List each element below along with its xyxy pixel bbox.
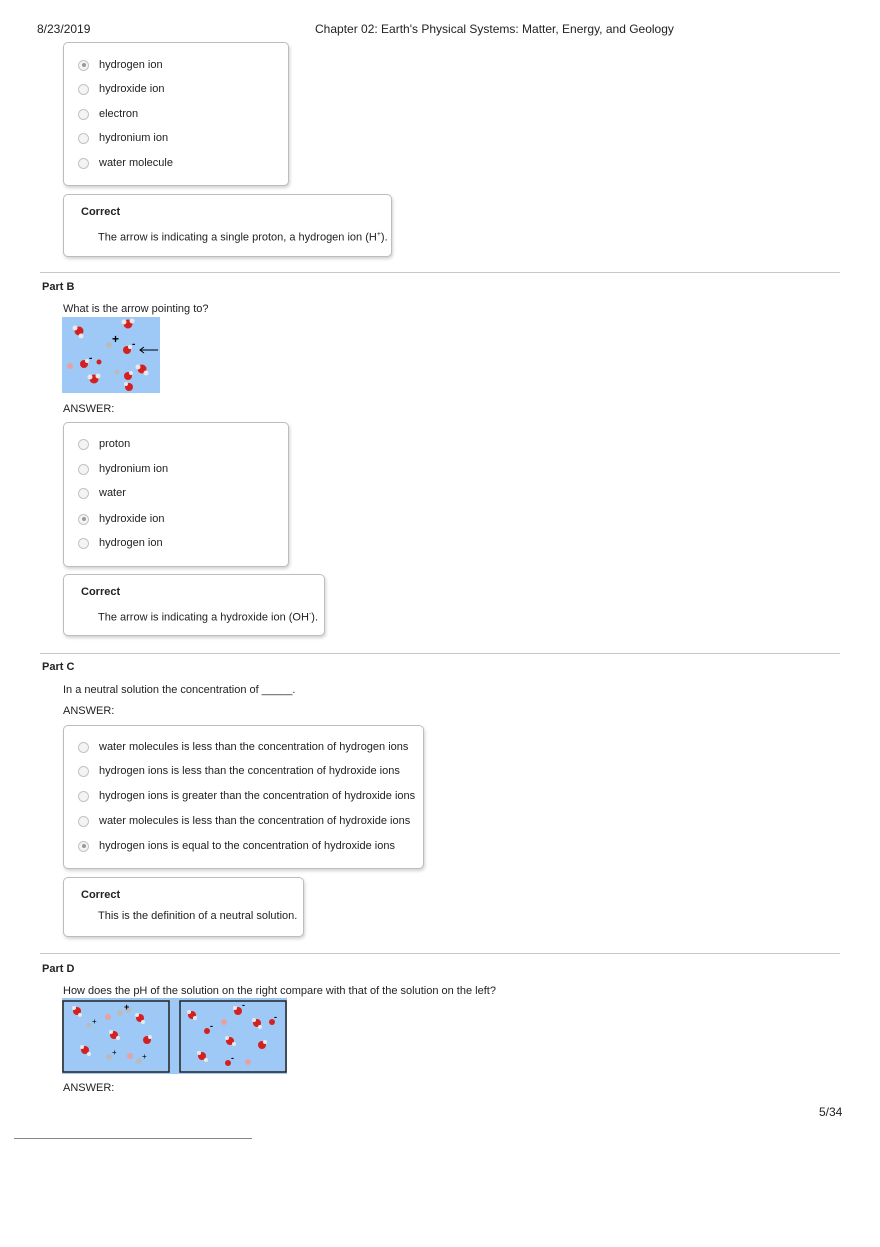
part-c-question: In a neutral solution the concentration of _____.	[63, 684, 296, 696]
option-label: hydrogen ion	[99, 59, 163, 71]
part-b-question: What is the arrow pointing to?	[63, 303, 209, 315]
part-c-answer-box	[63, 725, 424, 869]
part-b-option[interactable]	[78, 436, 130, 452]
option-label: hydrogen ions is equal to the concentration of hydroxide ions	[99, 840, 395, 852]
part-c-answer-label: ANSWER:	[63, 705, 115, 717]
feedback-text: The arrow is indicating a single proton, a hydrogen ion (H+).	[98, 231, 388, 244]
print-date: 8/23/2019	[37, 22, 91, 36]
radio-button[interactable]	[78, 538, 89, 549]
part-c-option[interactable]	[78, 813, 410, 829]
section-divider	[40, 953, 840, 954]
option-label: hydronium ion	[99, 132, 169, 144]
radio-button[interactable]	[78, 488, 89, 499]
radio-button[interactable]	[78, 841, 89, 852]
part-b-answer-box	[63, 422, 289, 567]
part-a-option[interactable]	[78, 155, 173, 171]
option-label: water	[99, 487, 126, 499]
svg-text:-: -	[231, 1053, 234, 1063]
part-a-feedback	[63, 194, 392, 257]
svg-text:-: -	[132, 339, 136, 350]
page-number: 5/34	[819, 1105, 843, 1119]
part-b-answer-label: ANSWER:	[63, 403, 115, 415]
option-label: water molecule	[99, 157, 173, 169]
part-b-option[interactable]	[78, 485, 126, 501]
part-a-option[interactable]	[78, 57, 163, 73]
left-solution	[72, 1002, 152, 1064]
part-c-option[interactable]	[78, 788, 415, 804]
radio-button[interactable]	[78, 84, 89, 95]
part-b-feedback	[63, 574, 325, 636]
svg-text:+: +	[142, 1052, 147, 1061]
part-b-option[interactable]	[78, 535, 163, 551]
radio-button[interactable]	[78, 60, 89, 71]
option-label: electron	[99, 108, 139, 120]
water-molecule-icon	[88, 374, 101, 384]
solutions-comparison-figure	[62, 998, 287, 1074]
option-label: hydrogen ions is less than the concentration of hydroxide ions	[99, 765, 400, 777]
part-d-title: Part D	[42, 963, 75, 975]
part-a-option[interactable]	[78, 106, 138, 122]
radio-button[interactable]	[78, 439, 89, 450]
svg-text:-: -	[89, 353, 93, 364]
footer-divider	[14, 1138, 252, 1139]
svg-text:-: -	[210, 1021, 213, 1031]
svg-text:-: -	[274, 1012, 277, 1022]
option-label: hydrogen ion	[99, 537, 163, 549]
feedback-title: Correct	[81, 586, 121, 598]
part-d-answer-label: ANSWER:	[63, 1082, 115, 1094]
right-solution	[187, 1000, 277, 1066]
water-molecule-icon	[136, 365, 149, 376]
water-molecule-icon	[122, 319, 135, 329]
feedback-title: Correct	[81, 206, 121, 218]
part-a-answer-box	[63, 42, 289, 186]
feedback-title: Correct	[81, 889, 121, 901]
radio-button[interactable]	[78, 133, 89, 144]
part-c-option[interactable]	[78, 739, 408, 755]
option-label: proton	[99, 438, 131, 450]
radio-button[interactable]	[78, 742, 89, 753]
radio-button[interactable]	[78, 158, 89, 169]
part-b-title: Part B	[42, 281, 75, 293]
svg-text:+: +	[112, 1048, 117, 1057]
water-molecule-icon	[73, 326, 84, 339]
radio-button[interactable]	[78, 109, 89, 120]
option-label: water molecules is less than the concentration of hydroxide ions	[99, 815, 411, 827]
feedback-text: The arrow is indicating a hydroxide ion (OH-).	[98, 611, 319, 624]
option-label: hydronium ion	[99, 463, 169, 475]
option-label: water molecules is less than the concentration of hydrogen ions	[99, 741, 409, 753]
svg-text:-: -	[242, 1000, 245, 1010]
option-label: hydroxide ion	[99, 513, 165, 525]
part-c-feedback	[63, 877, 304, 937]
radio-button[interactable]	[78, 791, 89, 802]
part-d-question: How does the pH of the solution on the right compare with that of the solution on the left?	[63, 985, 496, 997]
document-title: Chapter 02: Earth's Physical Systems: Matter, Energy, and Geology	[315, 22, 674, 36]
part-c-title: Part C	[42, 661, 75, 673]
svg-text:+: +	[112, 332, 120, 346]
radio-button[interactable]	[78, 464, 89, 475]
section-divider	[40, 272, 840, 273]
feedback-text: This is the definition of a neutral solution.	[98, 910, 298, 922]
section-divider	[40, 653, 840, 654]
svg-text:+: +	[92, 1017, 97, 1026]
molecules-figure	[62, 317, 160, 393]
part-c-option[interactable]	[78, 838, 395, 854]
part-c-option[interactable]	[78, 763, 400, 779]
radio-button[interactable]	[78, 766, 89, 777]
part-b-option[interactable]	[78, 511, 164, 527]
option-label: hydroxide ion	[99, 83, 165, 95]
part-b-option[interactable]	[78, 461, 168, 477]
svg-text:+: +	[124, 1002, 130, 1012]
radio-button[interactable]	[78, 816, 89, 827]
part-a-option[interactable]	[78, 130, 168, 146]
part-a-option[interactable]	[78, 81, 164, 97]
option-label: hydrogen ions is greater than the concentration of hydroxide ions	[99, 790, 416, 802]
radio-button[interactable]	[78, 514, 89, 525]
